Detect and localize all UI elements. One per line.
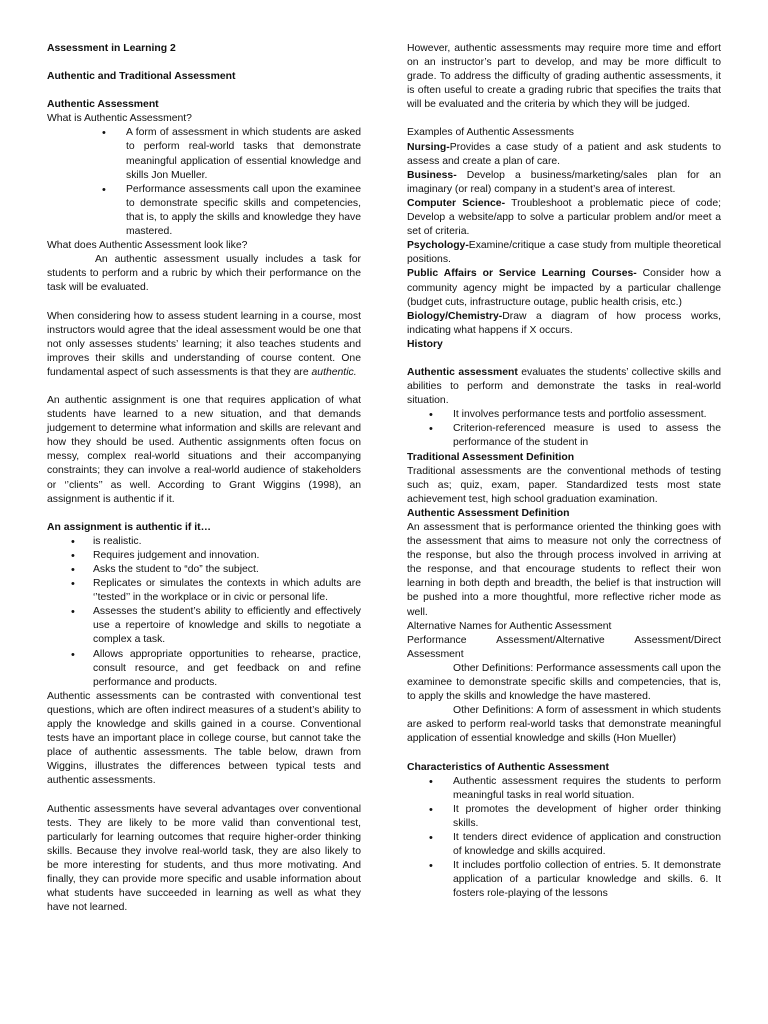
paragraph-contrast: Authentic assessments can be contrasted with conventional test questions, which are often indirect measures of a student’s ability to apply the knowledge and skills gained in a course. Conventional tests have an important place in college course, but cannot take the place of authentic assessments. The table below, drawn from Wiggins, illustrates the differences between typical tests and authentic assessments. [47,690,361,787]
example-label: Computer Science- [407,197,506,209]
example-business [407,169,721,197]
right-column [407,42,721,901]
list-item: • Requires judgement and innovation. [93,549,361,563]
list-item: • A form of assessment in which students are asked to perform real-world tasks that demonstrate meaningful application of essential knowledge and skills Jon Mueller. [126,126,361,182]
paragraph-considering-italic: authentic. [311,366,357,378]
paragraph-considering [47,310,361,380]
list-item: • is realistic. [93,535,361,549]
list-item: • Performance assessments call upon the examinee to demonstrate specific skills and competencies, that is, to apply the skills and knowledge they have mastered. [126,183,361,239]
list-item: • Criterion-referenced measure is used to assess the performance of the student in [453,422,721,450]
heading-characteristics: Characteristics of Authentic Assessment [407,761,609,773]
heading-alternative-names: Alternative Names for Authentic Assessment [407,620,612,632]
paragraph-advantages: Authentic assessments have several advantages over conventional tests. They are likely to be more valid than conventional test, particularly for learning outcomes that require higher-order thinking skills. Because they involve real-world task, they are also likely to be more interesting for students, and thus more motivating. And finally, they can provide more specific and usable information about what students have succeeded in learning as well as what they have not learned. [47,803,361,914]
heading-authentic-definition: Authentic Assessment Definition [407,507,570,519]
list-item: • Authentic assessment requires the students to perform meaningful tasks in real world situation. [453,775,721,803]
heading-history: History [407,338,443,350]
list-item: • Asks the student to “do” the subject. [93,563,361,577]
authentic-if-list [47,535,361,690]
paragraph-other-definition-1: Other Definitions: Performance assessments call upon the examinee to demonstrate specific skills and competencies, that is, to apply the skills and knowledge the have mastered. [407,662,721,703]
list-item: • It involves performance tests and portfolio assessment. [453,408,721,422]
example-text: Troubleshoot a problematic piece of code; Develop a website/app to solve a particular problem and/or meet a set of criteria. [407,197,722,238]
paragraph-look-like: An authentic assessment usually includes a task for students to perform and a rubric by which their performance on the task will be evaluated. [47,254,361,294]
example-psychology [407,239,721,267]
example-text: Examine/critique a case study from multiple theoretical positions. [407,240,721,266]
list-item: • It includes portfolio collection of entries. 5. It demonstrate application of a particular knowledge and skills. 6. It fosters role-playing of the lessons [453,859,721,901]
history-list [407,408,721,450]
question-what-is: What is Authentic Assessment? [47,113,192,125]
example-text: Provides a case study of a patient and ask students to assess and create a plan of care. [407,141,721,167]
example-label: Business- [407,169,457,181]
example-text: Consider how a community agency might be impacted by a particular challenge (budget cuts, infrastructure outage, public health crisis, etc.) [407,268,721,308]
alternative-names-line-1: Performance Assessment/Alternative Assessment/Direct [407,634,721,646]
example-label: Biology/Chemistry- [407,310,503,322]
heading-authentic-if: An assignment is authentic if it… [47,521,211,533]
question-look-like: What does Authentic Assessment look like? [47,240,248,252]
characteristics-list [407,775,721,902]
paragraph-authentic-assignment: An authentic assignment is one that requires application of what students have learned to a new situation, and that demands judgement to determine what information and skills are relevant and how they should be used. Authentic assignments often focus on messy, complex real-world situations and their accompanying constraints; they can involve a real-world audience of stakeholders or ‘’clients’’ as well. According to Grant Wiggins (1998), an assignment is authentic if it. [47,394,361,505]
list-item: • Allows appropriate opportunities to rehearse, practice, consult resource, and get feedback on and refine performance and products. [93,648,361,690]
paragraph-history [407,366,721,408]
paragraph-other-definition-2: Other Definitions: A form of assessment in which students are asked to perform real-world tasks that demonstrate meaningful application of essential knowledge and skills (Hon Mueller) [407,705,721,745]
example-text: Develop a business/marketing/sales plan for an imaginary (or real) company in a student’s area of interest. [407,169,721,195]
example-label: Psychology- [407,240,469,252]
paragraph-history-text: evaluates the students’ collective skills and abilities to perform and demonstrate the tasks in real-world situation. [407,366,722,407]
alternative-names-line-2: Assessment [407,648,464,660]
example-nursing [407,141,721,169]
list-item: • Assesses the student’s ability to efficiently and effectively use a repertoire of knowledge and skills to negotiate a complex a task. [93,605,361,647]
left-column [47,42,361,915]
paragraph-authentic-definition: An assessment that is performance oriented the thinking goes with the assessment that aims to measure not only the correctness of the response, but also the through process involved in arriving at the response, and that encourage students to reflect their won learning in both depth and breadth, the belief is that instruction will be pushed into a more thoughtful, more reflective richer mode as well. [407,522,721,618]
example-label: Nursing- [407,141,450,153]
list-item: • It promotes the development of higher order thinking skills. [453,803,721,831]
example-biology [407,310,721,338]
section-heading-authentic-assessment: Authentic Assessment [47,99,159,111]
example-text: Draw a diagram of how process works, indicating what happens if X occurs. [407,310,721,336]
paragraph-traditional: Traditional assessments are the conventional methods of testing such as; quiz, exam, paper. Standardized tests most state achievement test, high school graduation examination. [407,465,721,505]
topic-title: Authentic and Traditional Assessment [47,71,236,83]
heading-examples: Examples of Authentic Assessments [407,127,574,139]
list-item: • It tenders direct evidence of application and construction of knowledge and skills acquired. [453,831,721,859]
heading-traditional-definition: Traditional Assessment Definition [407,451,575,463]
paragraph-however: However, authentic assessments may require more time and effort on an instructor’s part to develop, and may be more difficult to grade. To address the difficulty of grading authentic assessments, it is often useful to create a grading rubric that specifies the traits that will be evaluated and the criteria by which they will be judged. [407,43,721,111]
definition-list [47,126,361,239]
example-public-affairs [407,267,721,309]
course-title: Assessment in Learning 2 [47,43,176,54]
example-label: Public Affairs or Service Learning Courses- [407,268,637,280]
paragraph-history-bold: Authentic assessment [407,366,518,378]
example-computer-science [407,197,721,239]
list-item: • Replicates or simulates the contexts in which adults are ‘’tested’’ in the workplace or in civic or personal life. [93,577,361,605]
paragraph-considering-text: When considering how to assess student learning in a course, most instructors would agree that the ideal assessment would be one that not only assesses students’ learning; it also teaches students and improves their skills and understanding of course content. One fundamental aspect of such assessments is that they are [47,310,361,378]
